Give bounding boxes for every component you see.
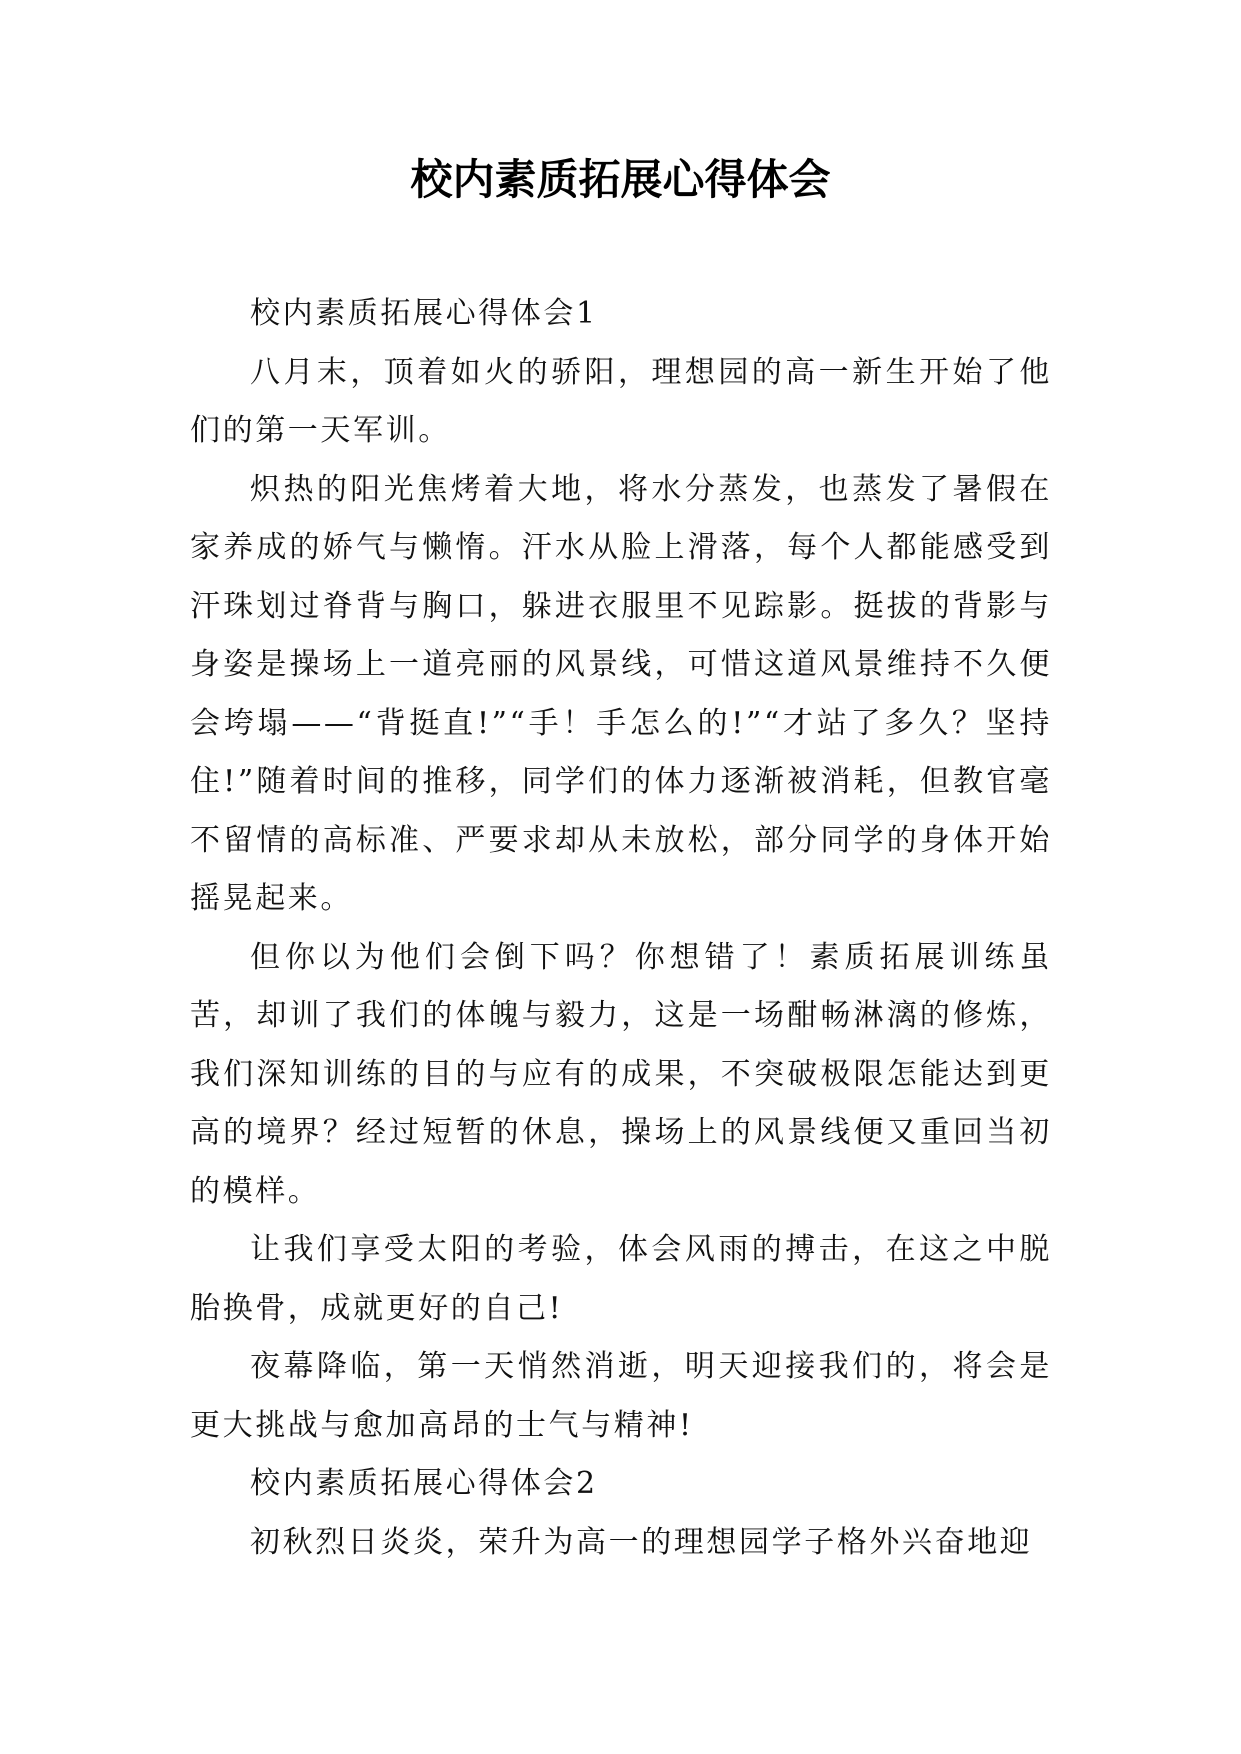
paragraph: 但你以为他们会倒下吗？你想错了！素质拓展训练虽苦，却训了我们的体魄与毅力，这是一场酣畅淋漓的修炼，我们深知训练的目的与应有的成果，不突破极限怎能达到更高的境界？经过短暂的休息，操场上的风景线便又重回当初的模样。 bbox=[190, 939, 1052, 1209]
paragraph: 让我们享受太阳的考验，体会风雨的搏击，在这之中脱胎换骨，成就更好的自己! bbox=[190, 1232, 1052, 1326]
document-body bbox=[190, 285, 1052, 1572]
section-heading-2: 校内素质拓展心得体会2 bbox=[250, 1466, 598, 1501]
paragraph: 初秋烈日炎炎，荣升为高一的理想园学子格外兴奋地迎 bbox=[250, 1524, 1033, 1560]
document-title: 校内素质拓展心得体会 bbox=[410, 155, 831, 204]
paragraph: 八月末，顶着如火的骄阳，理想园的高一新生开始了他们的第一天军训。 bbox=[190, 354, 1052, 448]
paragraph: 炽热的阳光焦烤着大地，将水分蒸发，也蒸发了暑假在家养成的娇气与懒惰。汗水从脸上滑落，每个人都能感受到汗珠划过脊背与胸口，躲进衣服里不见踪影。挺拔的背影与身姿是操场上一道亮丽的风景线，可惜这道风景维持不久便会垮塌——“背挺直!”“手！手怎么的!”“才站了多久？坚持住!”随着时间的推移，同学们的体力逐渐被消耗，但教官毫不留情的高标准、严要求却从未放松，部分同学的身体开始摇晃起来。 bbox=[190, 471, 1052, 916]
paragraph: 夜幕降临，第一天悄然消逝，明天迎接我们的，将会是更大挑战与愈加高昂的士气与精神! bbox=[190, 1349, 1052, 1443]
section-heading-1: 校内素质拓展心得体会1 bbox=[250, 296, 598, 331]
